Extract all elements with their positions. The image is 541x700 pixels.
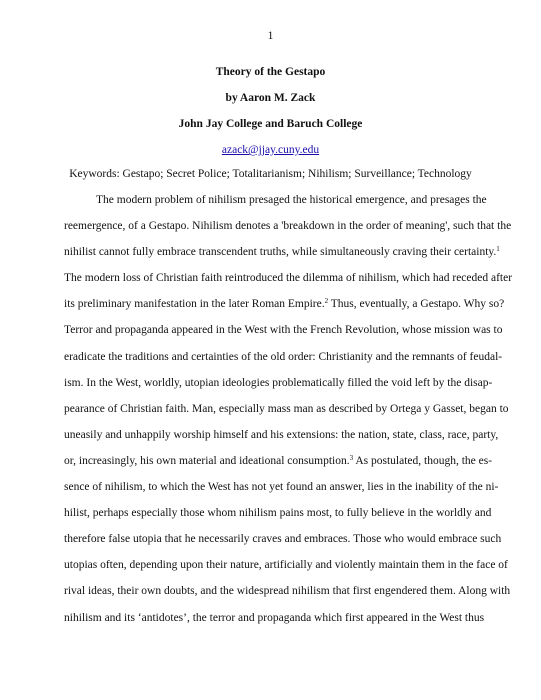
body-line-text: or, increasingly, his own material and ideational consumption. [64,454,350,467]
body-line [64,578,511,604]
body-line-text: nihilism and its ‘antidotes’, the terror and propaganda which first appeared in the West thus [64,611,485,624]
body-line [64,265,513,291]
footnote-marker[interactable]: 2 [324,297,329,306]
body-line [64,213,512,239]
body-line-text: pearance of Christian faith. Man, especially mass man as described by Ortega y Gasset, began to [64,402,509,415]
body-line-text: The modern problem of nihilism presaged the historical emergence, and presages the [96,194,487,206]
body-line [64,291,505,317]
body-line-text: hilist, perhaps especially those whom nihilism pains most, to fully believe in the worldly and [64,507,492,520]
author-line: by Aaron M. Zack [225,92,316,104]
body-line [64,500,492,526]
page-number: 1 [267,30,274,42]
body-line [64,239,500,265]
body-line [64,605,485,631]
body-line [64,317,503,343]
paper-title: Theory of the Gestapo [215,66,326,78]
body-line [64,526,502,552]
body-line [64,187,487,213]
body-line-text: therefore false utopia that he necessarily craves and embraces. Those who would embrace such [64,533,502,546]
body-line-text: uneasily and unhappily worship himself and his extensions: the nation, state, class, race, party, [64,428,499,441]
body-line-text: ism. In the West, worldly, utopian ideologies problematically filled the void left by the disap- [64,376,493,389]
body-line [64,370,493,396]
body-line-text-after: As postulated, though, the es- [353,454,493,467]
email-link[interactable] [0,144,541,156]
body-line [64,474,499,500]
body-line [64,448,493,474]
body-line-text: The modern loss of Christian faith reintroduced the dilemma of nihilism, which had receded after [64,272,513,285]
body-line [64,344,503,370]
body-line [64,422,499,448]
footnote-marker[interactable]: 3 [349,453,354,462]
body-line-text: rival ideas, their own doubts, and the widespread nihilism that first engendered them. Along with [64,585,511,598]
body-line-text: eradicate the traditions and certainties of the old order: Christianity and the remnants of feudal- [64,350,503,363]
body-line-text: sence of nihilism, to which the West has not yet found an answer, lies in the inability of the ni- [64,481,499,494]
email-text[interactable]: azack@jjay.cuny.edu [221,144,320,156]
body-line-text-after: Thus, eventually, a Gestapo. Why so? [328,298,505,311]
body-line [64,396,509,422]
body-line-text: Terror and propaganda appeared in the West with the French Revolution, whose mission was to [64,324,503,337]
body-line [64,552,508,578]
body-paragraph [64,187,513,631]
body-line-text: utopias often, depending upon their nature, artificially and violently maintain them in the face of [64,559,508,572]
body-line-text: reemergence, of a Gestapo. Nihilism denotes a 'breakdown in the order of meaning', such that the [64,220,512,233]
body-line-text: nihilist cannot fully embrace transcendent truths, while simultaneously craving their certainty. [64,246,497,259]
keywords-line: Keywords: Gestapo; Secret Police; Totalitarianism; Nihilism; Surveillance; Technology [69,168,472,180]
body-line-text: its preliminary manifestation in the later Roman Empire. [64,298,325,311]
affiliation-line: John Jay College and Baruch College [178,118,363,130]
footnote-marker[interactable]: 1 [496,245,500,254]
